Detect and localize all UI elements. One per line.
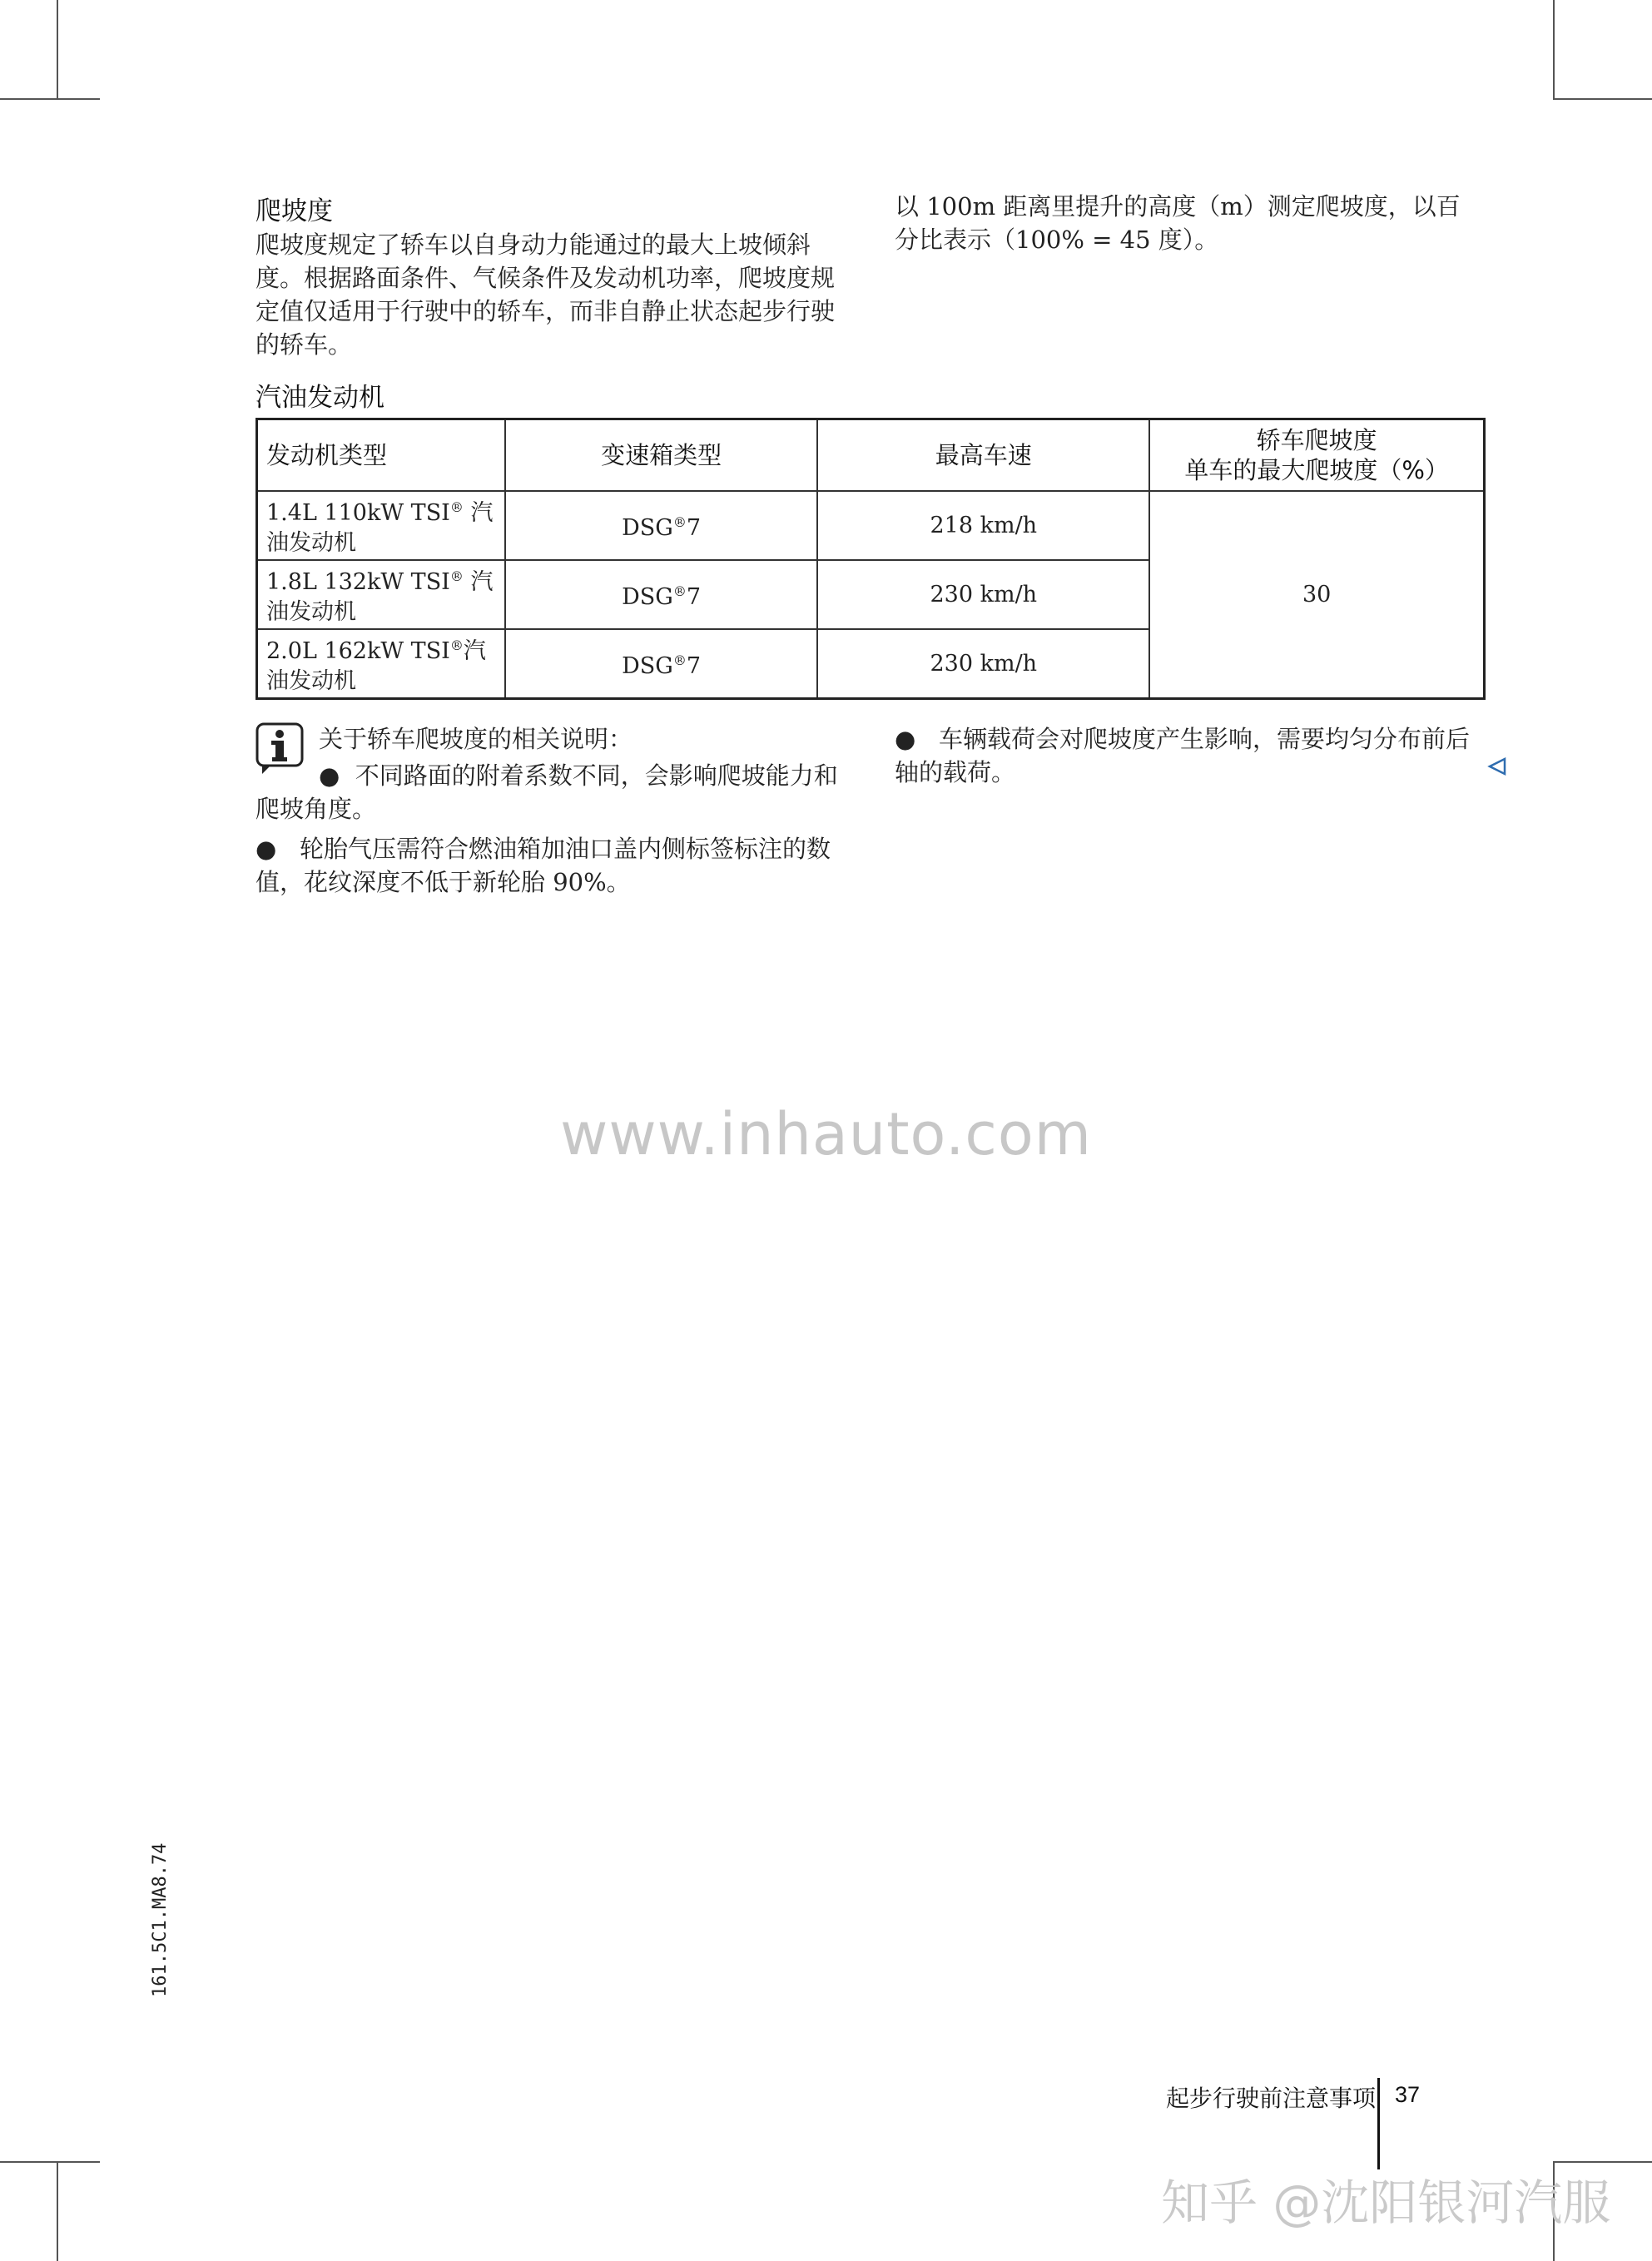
brand-watermark: 知乎 @沈阳银河汽服 [1161,2174,1611,2231]
note-item [255,759,846,826]
registered-mark: ® [672,514,687,530]
crop-mark [57,0,58,100]
header-speed: 最高车速 [817,419,1149,492]
gearbox-cell [505,629,817,699]
table-row [257,491,1485,560]
crop-mark [0,2161,100,2163]
gearbox-number: 7 [686,584,702,610]
registered-mark: ® [672,652,687,668]
page-number: 37 [1395,2082,1421,2107]
section-title: 爬坡度 [255,196,333,226]
grade-cell: 30 [1149,491,1484,699]
note-intro: 关于轿车爬坡度的相关说明： [319,725,633,753]
gearbox-name: DSG [622,653,673,679]
speed-cell: 230 km/h [817,560,1149,629]
registered-mark: ® [449,637,464,653]
gearbox-number: 7 [686,653,702,679]
registered-mark: ® [449,499,464,515]
document-code: 161.5C1.MA8.74 [150,1842,171,1997]
engine-cell [257,491,505,560]
intro-paragraph: 爬坡度规定了轿车以自身动力能通过的最大上坡倾斜度。根据路面条件、气候条件及发动机功率，爬坡度规定值仅适用于行驶中的轿车，而非自静止状态起步行驶的轿车。 [255,231,836,359]
footer-divider [1377,2078,1380,2169]
header-grade-line1: 轿车爬坡度 [1256,426,1377,454]
engine-name: 2.0L 162kW TSI [266,638,450,664]
subsection-title: 汽油发动机 [255,383,384,413]
measure-paragraph: 以 100m 距离里提升的高度（m）测定爬坡度，以百分比表示（100% = 45 度）。 [895,192,1461,254]
registered-mark: ® [449,568,464,584]
header-engine: 发动机类型 [257,419,505,492]
note-text: 不同路面的附着系数不同，会影响爬坡能力和爬坡角度。 [255,761,838,823]
registered-mark: ® [672,583,687,599]
crop-mark [1553,2161,1652,2163]
end-triangle-icon [1486,756,1508,777]
bullet: ● [895,725,916,753]
engine-suffix: 汽油发动机 [266,500,494,556]
crop-mark [1553,0,1555,100]
engine-suffix: 汽油发动机 [266,638,486,694]
gearbox-cell [505,560,817,629]
crop-mark [0,98,100,100]
note-text: 轮胎气压需符合燃油箱加油口盖内侧标签标注的数值，花纹深度不低于新轮胎 90%。 [255,835,831,896]
header-grade [1149,419,1484,492]
speed-cell: 218 km/h [817,491,1149,560]
bullet: ● [319,761,340,790]
note-text: 车辆载荷会对爬坡度产生影响，需要均匀分布前后轴的载荷。 [895,725,1470,786]
engine-cell [257,629,505,699]
gearbox-number: 7 [686,515,702,541]
gearbox-cell [505,491,817,560]
crop-mark [1553,98,1652,100]
header-grade-line2: 单车的最大爬坡度（%） [1184,456,1449,484]
gearbox-name: DSG [622,584,673,610]
crop-mark [57,2161,58,2261]
engine-suffix: 汽油发动机 [266,569,494,625]
bullet: ● [255,835,277,863]
engine-name: 1.8L 132kW TSI [266,569,450,595]
spec-table [255,418,1486,700]
header-gearbox: 变速箱类型 [505,419,817,492]
watermark: www.inhauto.com [560,1100,1092,1168]
chapter-title: 起步行驶前注意事项 [1165,2085,1376,2112]
speed-cell: 230 km/h [817,629,1149,699]
note-item [255,832,848,899]
engine-name: 1.4L 110kW TSI [266,500,450,526]
note-item [895,722,1486,789]
table-header-row [257,419,1485,492]
gearbox-name: DSG [622,515,673,541]
engine-cell [257,560,505,629]
